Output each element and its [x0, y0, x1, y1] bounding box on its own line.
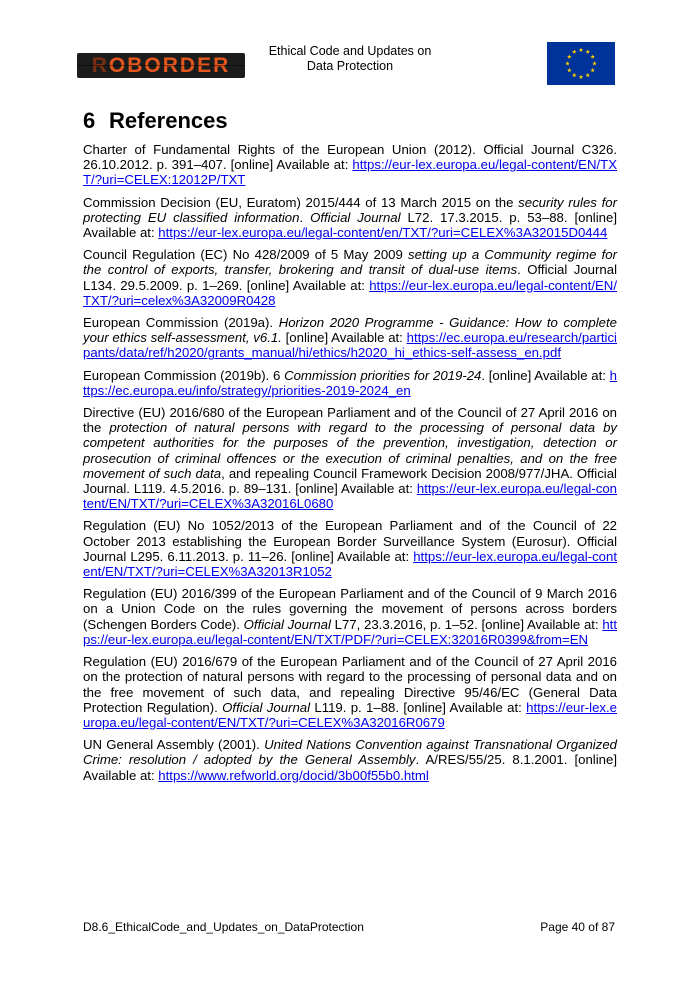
reference-link[interactable]: https://eur-lex.europa.eu/legal-content/EN/TXT/?uri=CELEX:12012P/TXT — [83, 157, 617, 188]
reference-entry — [83, 405, 617, 511]
reference-link[interactable]: https://ec.europa.eu/info/strategy/priorities-2019-2024_en — [83, 367, 618, 398]
reference-link[interactable]: https://eur-lex.europa.eu/legal-content/en/TXT/?uri=CELEX%3A32015D0444 — [158, 225, 608, 241]
reference-text: European Commission (2019b). 6 — [83, 367, 285, 383]
reference-entry — [83, 247, 617, 308]
reference-italic-text: United Nations Convention against Transnational Organized Crime: resolution / adopted by the General Assembly — [83, 737, 617, 768]
reference-link[interactable]: https://eur-lex.europa.eu/legal-content/EN/TXT/?uri=CELEX%3A32016R0679 — [83, 699, 618, 730]
reference-entry — [83, 518, 617, 579]
reference-text: , and repealing Council Framework Decision 2008/977/JHA. Official Journal. L119. 4.5.2016. p. 89–131. [online] Available at: — [83, 465, 617, 497]
eu-flag-icon — [547, 42, 615, 85]
reference-entry — [83, 195, 617, 241]
reference-link[interactable]: https://eur-lex.europa.eu/legal-content/EN/TXT/PDF/?uri=CELEX:32016R0399&from=EN — [83, 616, 617, 647]
reference-text: L119. p. 1–88. [online] Available at: — [310, 699, 527, 715]
header-title-line2: Data Protection — [306, 59, 394, 73]
reference-text: Charter of Fundamental Rights of the European Union (2012). Official Journal C326. 26.10.2012. p. 391–407. [online] Available at: — [83, 142, 617, 173]
reference-text: Council Regulation (EC) No 428/2009 of 5 May 2009 — [83, 247, 408, 263]
section-number: 6 — [83, 108, 96, 133]
reference-link[interactable]: https://eur-lex.europa.eu/legal-content/EN/TXT/?uri=CELEX%3A32013R1052 — [83, 548, 617, 580]
section-heading — [83, 108, 617, 134]
reference-text: UN General Assembly (2001). — [83, 737, 265, 753]
reference-text: . — [299, 209, 311, 225]
reference-text: L72. 17.3.2015. p. 53–88. [online] Available at: — [83, 209, 617, 241]
reference-italic-text: Horizon 2020 Programme - Guidance: How to complete your ethics self-assessment, v6.1. — [83, 315, 617, 346]
reference-italic-text: Official Journal — [310, 209, 401, 225]
references-section — [83, 108, 617, 790]
reference-text: L77, 23.3.2016, p. 1–52. [online] Available at: — [330, 616, 603, 632]
reference-entry — [83, 315, 617, 361]
reference-text: . [online] Available at: — [481, 367, 610, 383]
logo-word: BORDER — [127, 54, 231, 77]
reference-link[interactable]: https://ec.europa.eu/research/participants/data/ref/h2020/grants_manual/hi/ethics/h2020_hi_ethics-self-assess_en.pdf — [83, 330, 617, 361]
reference-entry — [83, 368, 617, 398]
reference-entry — [83, 654, 617, 730]
reference-text: [online] Available at: — [281, 330, 407, 346]
reference-entry — [83, 737, 617, 783]
logo-letter: R — [91, 54, 109, 77]
reference-text: . Official Journal L134. 29.5.2009. p. 1–269. [online] Available at: — [83, 262, 618, 293]
footer-document-id: D8.6_EthicalCode_and_Updates_on_DataProtection — [83, 920, 364, 934]
reference-text: European Commission (2019a). — [83, 315, 279, 331]
reference-entry — [83, 142, 617, 188]
reference-text: Regulation (EU) No 1052/2013 of the European Parliament and of the Council of 22 October 2013 establishing the European Border Surveillance System (Eurosur). Official Journal L295. 6.11.2013. p. 11–26. [online] Available at: — [83, 518, 617, 564]
reference-italic-text: Commission priorities for 2019-24 — [284, 367, 482, 383]
reference-italic-text: protection of natural persons with regard to the processing of personal data by competent authorities for the purposes of the prevention, investigation, detection or prosecution of criminal offences or the execution of criminal penalties, and on the free movement of such data — [83, 420, 617, 481]
footer-page-number: Page 40 of 87 — [540, 920, 615, 934]
header-title — [245, 44, 455, 74]
section-title: References — [109, 108, 228, 133]
reference-text: Regulation (EU) 2016/679 of the European Parliament and of the Council of 27 April 2016 on the protection of natural persons with regard to the processing of personal data and on the free movement of such data, and repealing Directive 95/46/EC (General Data Protection Regulation). — [83, 654, 617, 715]
roborder-logo: ROBORDER — [77, 53, 245, 78]
reference-link[interactable]: https://eur-lex.europa.eu/legal-content/EN/TXT/?uri=celex%3A32009R0428 — [83, 277, 617, 308]
reference-text: Commission Decision (EU, Euratom) 2015/444 of 13 March 2015 on the — [83, 194, 519, 210]
reference-text: Directive (EU) 2016/680 of the European Parliament and of the Council of 27 April 2016 on the — [83, 405, 617, 436]
reference-italic-text: setting up a Community regime for the control of exports, transfer, brokering and transit of dual-use items — [83, 247, 617, 278]
reference-link[interactable]: https://www.refworld.org/docid/3b00f55b0.html — [158, 767, 429, 783]
reference-text: Regulation (EU) 2016/399 of the European Parliament and of the Council of 9 March 2016 on a Union Code on the rules governing the movement of persons across borders (Schengen Borders Code). — [83, 586, 617, 632]
header-title-line1: Ethical Code and Updates on — [268, 44, 432, 58]
reference-italic-text: Official Journal — [222, 699, 311, 715]
reference-entry — [83, 586, 617, 647]
reference-italic-text: security rules for protecting EU classified information — [83, 194, 617, 225]
reference-list — [83, 142, 617, 783]
reference-text: . A/RES/55/25. 8.1.2001. [online] Available at: — [83, 752, 617, 783]
reference-italic-text: Official Journal — [243, 616, 331, 632]
reference-link[interactable]: https://eur-lex.europa.eu/legal-content/EN/TXT/?uri=CELEX%3A32016L0680 — [83, 481, 617, 512]
